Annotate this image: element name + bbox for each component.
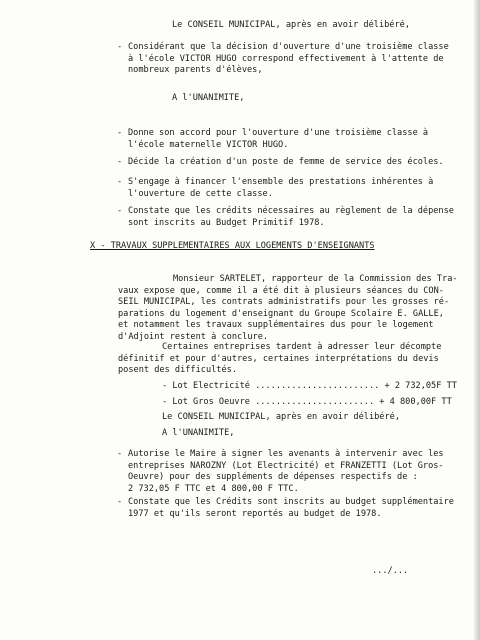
decision-text (128, 157, 444, 169)
text-line: parations du logement d'enseignant du Groupe Scolaire E. GALLE, (118, 308, 444, 319)
text-line: posent des difficultés. (118, 365, 237, 376)
text-line: entreprises NAROZNY (Lot Electricité) et FRANZETTI (Lot Gros- (128, 460, 444, 471)
bullet-dash: - (117, 497, 123, 507)
paper-edge-shadow (474, 0, 480, 640)
bullet-dash: - (117, 157, 123, 167)
text-line: Monsieur SARTELET, rapporteur de la Commission des Tra- (173, 274, 458, 284)
text-line: définitif et pour d'autres, certaines interprétations du devis (118, 353, 439, 364)
text-line: sont inscrits au Budget Primitif 1978. (128, 217, 325, 228)
text-line: Décide la création d'un poste de femme de service des écoles. (128, 157, 444, 167)
bullet-dash: - (117, 177, 123, 187)
text-line: Donne son accord pour l'ouverture d'une troisième classe à (128, 128, 429, 138)
bullet-dash: - (117, 42, 123, 52)
difficulties-paragraph (118, 342, 441, 377)
text-line: Considérant que la décision d'ouverture d'une troisième classe (128, 42, 449, 52)
text-line: Autorise le Maire à signer les avenants à intervenir avec les (128, 449, 444, 459)
text-line: Constate que les crédits nécessaires au règlement de la dépense (128, 206, 454, 216)
decision-text (128, 177, 433, 200)
text-line: et notamment les travaux supplémentaires dus pour le logement (118, 320, 434, 331)
text-line: vaux expose que, comme il a été dit à plusieurs séances du CON- (118, 285, 444, 296)
decision-text (128, 206, 454, 229)
section-title: X - TRAVAUX SUPPLEMENTAIRES AUX LOGEMENTS D'ENSEIGNANTS (90, 241, 375, 251)
report-paragraph (118, 274, 458, 344)
decision-text (128, 128, 428, 151)
text-line: Oeuvre) pour des suppléments de dépenses respectifs de : (128, 472, 418, 483)
considerant-text (128, 42, 449, 77)
decision-text (128, 449, 444, 495)
deliberation-header: Le CONSEIL MUNICIPAL, après en avoir délibéré, (162, 412, 400, 422)
text-line: SEIL MUNICIPAL, les contrats administratifs pour les grosses ré- (118, 297, 450, 308)
text-line: nombreux parents d'élèves, (128, 65, 263, 76)
unanimity-line: A l'UNANIMITE, (172, 93, 245, 103)
page-continuation: .../... (372, 566, 409, 576)
deliberation-header: Le CONSEIL MUNICIPAL, après en avoir délibéré, (172, 20, 410, 30)
text-line: l'école maternelle VICTOR HUGO. (128, 139, 289, 150)
text-line: 1977 et qu'ils seront reportés au budget de 1978. (128, 508, 382, 519)
text-line: l'ouverture de cette classe. (128, 188, 273, 199)
unanimity-line: A l'UNANIMITE, (162, 428, 235, 438)
text-line: Certaines entreprises tardent à adresser leur décompte (162, 342, 442, 352)
text-line: d'Adjoint restent à conclure. (118, 331, 269, 342)
text-line: Constate que les Crédits sont inscrits au budget supplémentaire (128, 497, 454, 507)
bullet-dash: - (117, 449, 123, 459)
text-line: 2 732,05 F TTC et 4 800,00 F TTC. (128, 483, 299, 494)
lot-gros-oeuvre: - Lot Gros Oeuvre ....................... + 4 800,00F TT (162, 397, 452, 407)
bullet-dash: - (117, 128, 123, 138)
decision-text (128, 497, 454, 520)
lot-electricite: - Lot Electricité ........................ + 2 732,05F TT (162, 381, 457, 391)
text-line: S'engage à financer l'ensemble des prestations inhérentes à (128, 177, 434, 187)
text-line: à l'école VICTOR HUGO correspond effectivement à l'attente de (128, 53, 444, 64)
bullet-dash: - (117, 206, 123, 216)
